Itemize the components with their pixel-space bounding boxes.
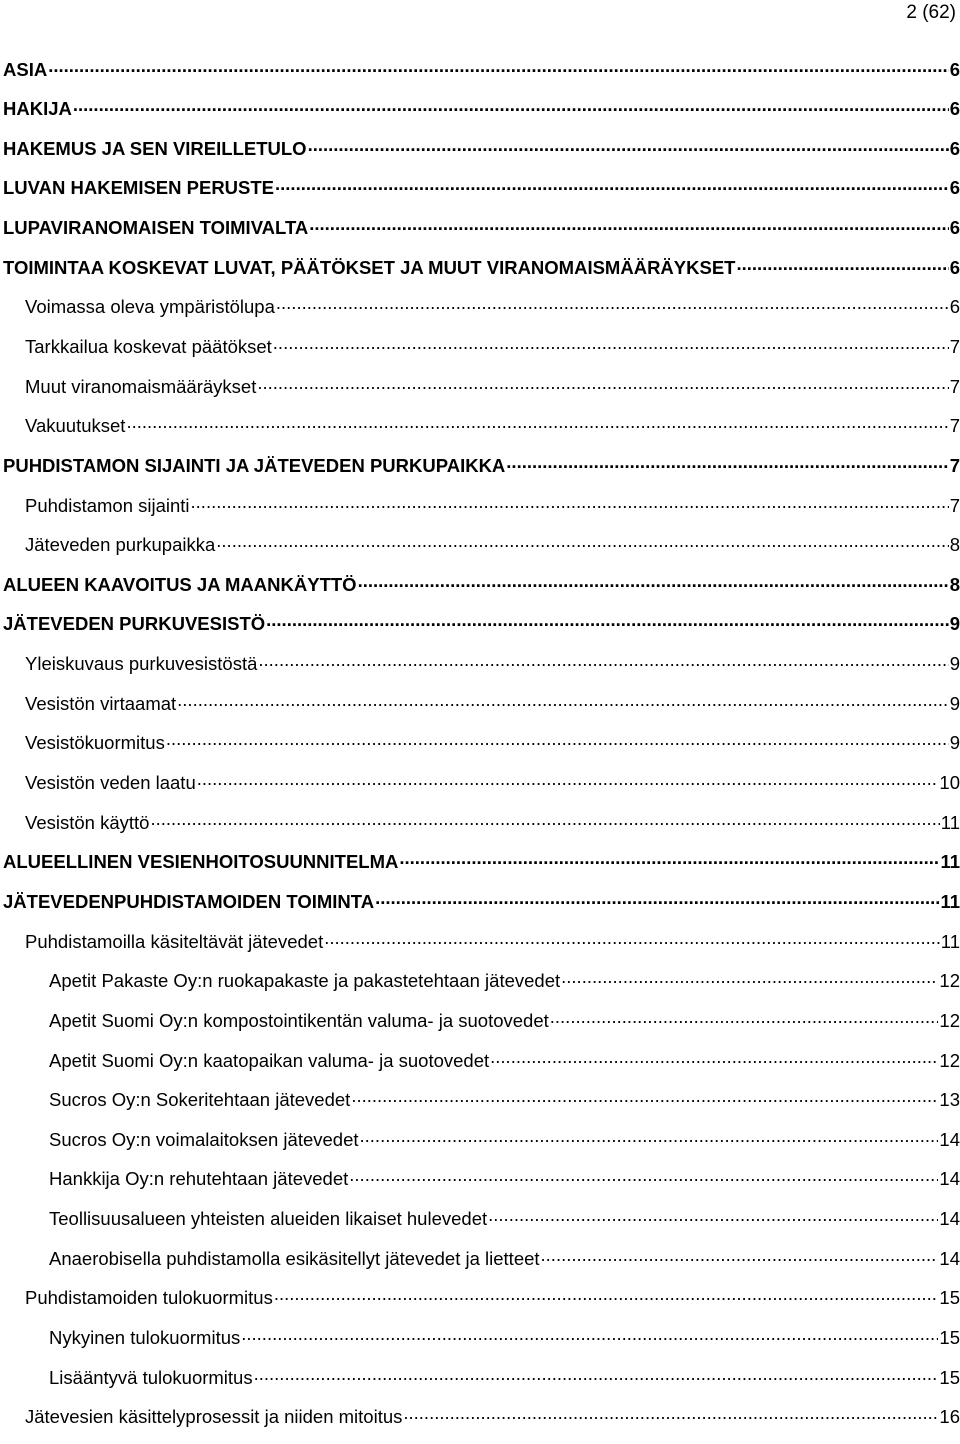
toc-entry[interactable] <box>3 691 960 731</box>
toc-entry-title: Sucros Oy:n voimalaitoksen jätevedet <box>49 1128 359 1150</box>
toc-entry[interactable] <box>3 493 960 533</box>
dot-leader <box>274 1286 939 1305</box>
toc-entry-title: Vesistön veden laatu <box>25 772 196 794</box>
dot-leader <box>48 57 949 76</box>
toc-entry-title: Teollisuusalueen yhteisten alueiden likaiset hulevedet <box>49 1208 488 1230</box>
toc-entry-page-number: 9 <box>949 653 960 675</box>
dot-leader <box>403 1405 938 1424</box>
toc-entry[interactable] <box>3 1246 960 1286</box>
toc-entry-title: LUVAN HAKEMISEN PERUSTE <box>3 177 275 199</box>
dot-leader <box>150 810 939 829</box>
toc-entry-page-number: 6 <box>949 256 960 278</box>
toc-entry[interactable] <box>3 57 960 97</box>
toc-entry[interactable] <box>3 1008 960 1048</box>
dot-leader <box>561 969 938 988</box>
dot-leader <box>276 295 949 314</box>
toc-entry-title: Sucros Oy:n Sokeritehtaan jätevedet <box>49 1089 351 1111</box>
dot-leader <box>191 493 949 512</box>
toc-entry[interactable] <box>3 810 960 850</box>
toc-entry-title: Puhdistamoiden tulokuormitus <box>25 1287 273 1309</box>
toc-entry[interactable] <box>3 1167 960 1207</box>
dot-leader <box>488 1207 938 1226</box>
dot-leader <box>197 771 939 790</box>
dot-leader <box>73 97 949 116</box>
toc-entry[interactable] <box>3 969 960 1009</box>
dot-leader <box>275 176 949 195</box>
toc-entry-page-number: 7 <box>949 494 960 516</box>
toc-entry-title: Voimassa oleva ympäristölupa <box>25 296 275 318</box>
toc-entry-page-number: 9 <box>949 613 960 635</box>
toc-entry-page-number: 11 <box>940 930 960 952</box>
toc-entry[interactable] <box>3 136 960 176</box>
toc-entry[interactable] <box>3 1326 960 1366</box>
toc-entry-page-number: 12 <box>939 970 960 992</box>
dot-leader <box>266 612 949 631</box>
toc-entry-page-number: 14 <box>939 1168 960 1190</box>
dot-leader <box>308 136 949 155</box>
dot-leader <box>309 216 948 235</box>
toc-entry-title: Puhdistamon sijainti <box>25 494 190 516</box>
toc-entry[interactable] <box>3 731 960 771</box>
toc-entry-title: ALUEEN KAAVOITUS JA MAANKÄYTTÖ <box>3 573 357 595</box>
toc-entry[interactable] <box>3 533 960 573</box>
toc-entry[interactable] <box>3 216 960 256</box>
toc-entry-page-number: 6 <box>949 296 960 318</box>
toc-entry-title: PUHDISTAMON SIJAINTI JA JÄTEVEDEN PURKUPAIKKA <box>3 454 506 476</box>
toc-entry[interactable] <box>3 1207 960 1247</box>
dot-leader <box>375 889 939 908</box>
dot-leader <box>254 1365 939 1384</box>
toc-entry-title: Lisääntyvä tulokuormitus <box>49 1366 253 1388</box>
toc-entry-title: Hankkija Oy:n rehutehtaan jätevedet <box>49 1168 349 1190</box>
toc-entry-page-number: 7 <box>949 375 960 397</box>
toc-entry-page-number: 6 <box>949 98 960 120</box>
dot-leader <box>126 414 948 433</box>
toc-entry-page-number: 7 <box>949 454 960 476</box>
toc-entry-title: JÄTEVEDEN PURKUVESISTÖ <box>3 613 266 635</box>
toc-entry-page-number: 8 <box>949 573 960 595</box>
toc-entry-page-number: 15 <box>939 1287 960 1309</box>
toc-entry-page-number: 11 <box>940 851 960 873</box>
toc-entry[interactable] <box>3 97 960 137</box>
dot-leader <box>399 850 939 869</box>
toc-entry[interactable] <box>3 572 960 612</box>
toc-entry[interactable] <box>3 1365 960 1405</box>
toc-entry[interactable] <box>3 1088 960 1128</box>
dot-leader <box>550 1008 939 1027</box>
dot-leader <box>324 929 940 948</box>
toc-entry-page-number: 12 <box>939 1049 960 1071</box>
toc-entry-title: Jätevesien käsittelyprosessit ja niiden mitoitus <box>25 1406 403 1428</box>
toc-entry-page-number: 8 <box>949 534 960 556</box>
toc-entry[interactable] <box>3 1405 960 1444</box>
dot-leader <box>351 1088 938 1107</box>
toc-entry-title: Yleiskuvaus purkuvesistöstä <box>25 653 258 675</box>
toc-entry[interactable] <box>3 453 960 493</box>
toc-entry-page-number: 7 <box>949 335 960 357</box>
toc-entry-page-number: 6 <box>949 177 960 199</box>
toc-entry-title: TOIMINTAA KOSKEVAT LUVAT, PÄÄTÖKSET JA MUUT VIRANOMAISMÄÄRÄYKSET <box>3 256 736 278</box>
toc-entry-page-number: 14 <box>939 1208 960 1230</box>
toc-entry-page-number: 7 <box>949 415 960 437</box>
toc-entry-title: Vesistön käyttö <box>25 811 150 833</box>
toc-entry[interactable] <box>3 255 960 295</box>
dot-leader <box>273 334 949 353</box>
toc-entry-page-number: 14 <box>939 1128 960 1150</box>
toc-entry[interactable] <box>3 1286 960 1326</box>
toc-entry-page-number: 15 <box>939 1327 960 1348</box>
toc-entry[interactable] <box>3 176 960 216</box>
toc-entry-page-number: 6 <box>949 217 960 239</box>
toc-entry-page-number: 6 <box>949 58 960 80</box>
toc-entry-page-number: 16 <box>939 1406 960 1428</box>
toc-entry-title: Apetit Suomi Oy:n kaatopaikan valuma- ja suotovedet <box>49 1049 490 1071</box>
toc-entry-title: HAKEMUS JA SEN VIREILLETULO <box>3 137 307 159</box>
toc-entry-title: Vakuutukset <box>25 415 126 437</box>
toc-entry-page-number: 14 <box>939 1247 960 1269</box>
toc-entry[interactable] <box>3 374 960 414</box>
dot-leader <box>358 572 949 591</box>
dot-leader <box>736 255 948 274</box>
toc-entry-page-number: 13 <box>939 1089 960 1111</box>
toc-entry-page-number: 15 <box>939 1366 960 1388</box>
toc-entry-page-number: 9 <box>949 732 960 754</box>
toc-entry[interactable] <box>3 929 960 969</box>
dot-leader <box>349 1167 938 1186</box>
dot-leader <box>541 1246 939 1265</box>
toc-entry-title: Puhdistamoilla käsiteltävät jätevedet <box>25 930 324 952</box>
toc-entry-page-number: 6 <box>949 137 960 159</box>
toc-entry-page-number: 10 <box>939 772 960 794</box>
dot-leader <box>166 731 949 750</box>
toc-entry-title: Apetit Suomi Oy:n kompostointikentän valuma- ja suotovedet <box>49 1009 549 1031</box>
dot-leader <box>360 1127 939 1146</box>
dot-leader <box>506 453 948 472</box>
toc-entry[interactable] <box>3 414 960 454</box>
toc-entry-page-number: 9 <box>949 692 960 714</box>
toc-entry[interactable] <box>3 1048 960 1088</box>
dot-leader <box>257 374 948 393</box>
toc-entry[interactable] <box>3 652 960 692</box>
toc-entry[interactable] <box>3 850 960 890</box>
toc-entry[interactable] <box>3 889 960 929</box>
toc-entry[interactable] <box>3 295 960 335</box>
toc-entry-title: Jäteveden purkupaikka <box>25 534 216 556</box>
toc-entry-title: Nykyinen tulokuormitus <box>49 1327 241 1348</box>
dot-leader <box>241 1326 938 1345</box>
dot-leader <box>177 691 949 710</box>
toc-entry[interactable] <box>3 1127 960 1167</box>
toc-entry-title: Tarkkailua koskevat päätökset <box>25 335 272 357</box>
toc-entry-title: ASIA <box>3 58 48 80</box>
dot-leader <box>490 1048 938 1067</box>
dot-leader <box>258 652 948 671</box>
toc-entry[interactable] <box>3 771 960 811</box>
toc-entry-page-number: 12 <box>939 1009 960 1031</box>
table-of-contents <box>3 57 960 1444</box>
toc-entry-title: HAKIJA <box>3 98 72 120</box>
toc-entry-title: Apetit Pakaste Oy:n ruokapakaste ja pakastetehtaan jätevedet <box>49 970 561 992</box>
toc-entry-page-number: 11 <box>940 811 960 833</box>
toc-entry-title: JÄTEVEDENPUHDISTAMOIDEN TOIMINTA <box>3 890 375 912</box>
toc-entry-title: Muut viranomaismääräykset <box>25 375 257 397</box>
page-number: 2 (62) <box>906 2 956 23</box>
toc-entry-title: Anaerobisella puhdistamolla esikäsitellyt jätevedet ja lietteet <box>49 1247 540 1269</box>
toc-entry[interactable] <box>3 334 960 374</box>
toc-entry-page-number: 11 <box>940 890 960 912</box>
toc-entry-title: Vesistökuormitus <box>25 732 165 754</box>
toc-entry[interactable] <box>3 612 960 652</box>
dot-leader <box>216 533 948 552</box>
toc-entry-title: LUPAVIRANOMAISEN TOIMIVALTA <box>3 217 309 239</box>
toc-entry-title: ALUEELLINEN VESIENHOITOSUUNNITELMA <box>3 851 399 873</box>
toc-entry-title: Vesistön virtaamat <box>25 692 177 714</box>
